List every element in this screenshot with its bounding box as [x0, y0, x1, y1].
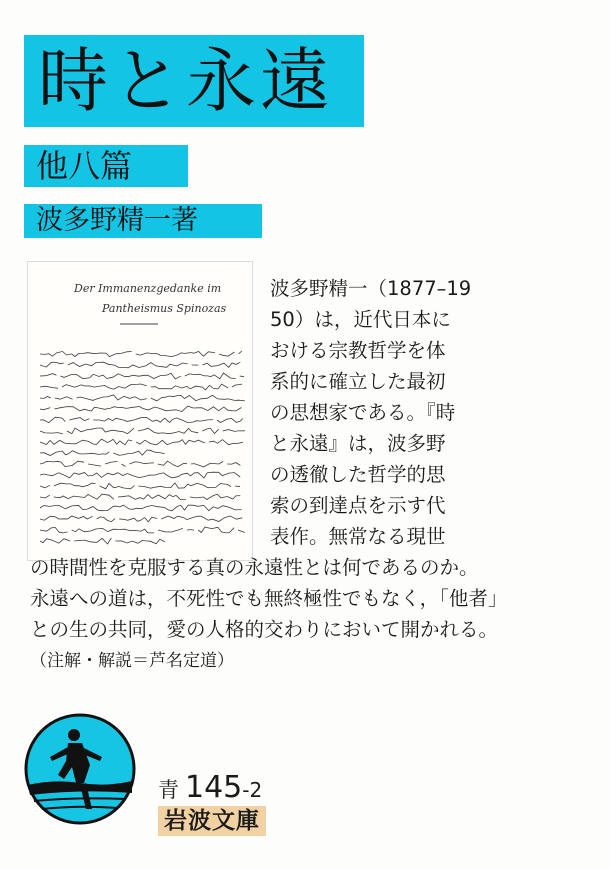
- book-subtitle: 他八篇: [24, 145, 188, 187]
- series-number: [158, 772, 262, 806]
- handwriting-line: [40, 384, 246, 390]
- description-line-8: 索の到達点を示す代: [270, 494, 446, 517]
- description-line-1: 波多野精一（1877–19: [270, 277, 472, 300]
- book-title: 時と永遠: [24, 35, 364, 127]
- publisher-label: 岩波文庫: [158, 806, 266, 836]
- description-line-10: の時間性を克服する真の永遠性とは何であるのか。: [30, 556, 479, 579]
- handwriting-line: [40, 461, 240, 467]
- handwriting-line: [40, 417, 243, 423]
- series-main-number: 145: [185, 770, 243, 805]
- description-line-4: 系的に確立した最初: [270, 370, 446, 393]
- description-line-6: と永遠』は，波多野: [270, 432, 446, 455]
- series-kanji: 青: [158, 778, 179, 802]
- handwriting-line: [40, 516, 242, 522]
- handwriting-line: [40, 439, 243, 445]
- description-line-7: の透徹した哲学的思: [270, 463, 446, 486]
- manuscript-heading-2: Pantheismus Spinozas: [102, 302, 227, 315]
- handwriting-line: [40, 505, 242, 511]
- handwriting-line: [40, 494, 240, 500]
- sower-emblem-icon: [24, 713, 136, 829]
- handwriting-line: [40, 483, 244, 489]
- manuscript-heading-1: Der Immanenzgedanke im: [74, 282, 222, 295]
- handwritten-text-lines: [40, 351, 249, 544]
- handwriting-line: [40, 527, 245, 533]
- handwriting-line: [40, 373, 248, 379]
- description-line-3: おける宗教哲学を体: [270, 339, 446, 362]
- handwriting-line: [40, 538, 165, 544]
- handwriting-line: [40, 395, 249, 401]
- description-line-12: との生の共同，愛の人格的交わりにおいて開かれる。: [30, 618, 499, 641]
- manuscript-image: [28, 262, 252, 560]
- series-suffix: -2: [242, 778, 263, 802]
- handwriting-line: [40, 351, 242, 357]
- handwriting-line: [40, 472, 240, 478]
- handwriting-line: [40, 362, 244, 368]
- description-line-5: の思想家である。『時: [270, 401, 456, 424]
- description-line-11: 永遠への道は，不死性でも無終極性でもなく，「他者」: [30, 587, 508, 610]
- handwriting-line: [40, 406, 242, 412]
- handwriting-line: [40, 428, 249, 434]
- annotation-credit: （注解・解説＝芦名定道）: [30, 651, 234, 671]
- description-line-2: 50）は，近代日本に: [270, 308, 451, 331]
- author-name: 波多野精一著: [24, 204, 262, 238]
- handwriting-line: [40, 450, 165, 456]
- description-line-9: 表作。無常なる現世: [270, 525, 446, 548]
